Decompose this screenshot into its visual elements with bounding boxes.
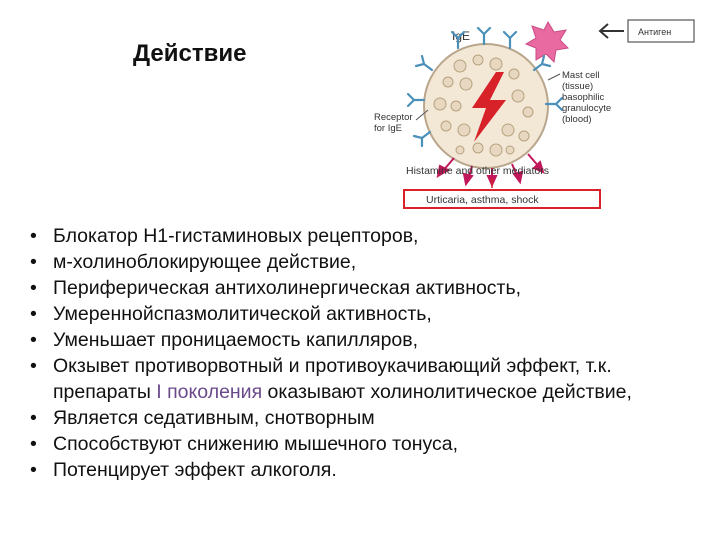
antigen-box bbox=[600, 20, 694, 42]
bullet-list bbox=[30, 223, 710, 483]
bullet-text: Окзывет противорвотный и противоукачивающий эффект, т.к. препараты bbox=[53, 355, 612, 403]
effects-label: Urticaria, asthma, shock bbox=[426, 194, 539, 206]
svg-text:for IgE: for IgE bbox=[374, 123, 402, 134]
svg-text:Mast cell: Mast cell bbox=[562, 70, 600, 81]
bullet-item: • Является седативным, снотворным bbox=[30, 405, 710, 431]
svg-text:Receptor: Receptor bbox=[374, 112, 413, 123]
bullet-item: • Периферическая антихолинергическая активность, bbox=[30, 275, 710, 301]
slide-title: Действие bbox=[133, 40, 247, 67]
bullet-item: • м-холиноблокирующее действие, bbox=[30, 249, 710, 275]
bullet-item: • Потенцирует эффект алкоголя. bbox=[30, 457, 710, 483]
svg-text:granulocyte: granulocyte bbox=[562, 103, 612, 114]
mast-cell-label bbox=[548, 70, 611, 125]
svg-text:basophilic: basophilic bbox=[562, 92, 605, 103]
mast-cell-body bbox=[424, 44, 548, 168]
antigen-icon bbox=[526, 22, 568, 62]
highlighted-term: I поколения bbox=[156, 381, 263, 403]
bullet-item: • Уменьшает проницаемость капилляров, bbox=[30, 327, 710, 353]
svg-text:(blood): (blood) bbox=[562, 114, 592, 125]
mediators-label: Histamine and other mediators bbox=[406, 165, 549, 177]
effects-box bbox=[404, 190, 600, 208]
antigen-label: Антиген bbox=[638, 27, 672, 37]
ige-label: IgE bbox=[452, 29, 471, 43]
bullet-item: • Способствуют снижению мышечного тонуса, bbox=[30, 431, 710, 457]
svg-text:(tissue): (tissue) bbox=[562, 81, 594, 92]
bullet-item bbox=[30, 353, 710, 405]
mast-cell-diagram bbox=[368, 8, 708, 220]
bullet-text: оказывают холинолитическое действие, bbox=[262, 381, 632, 403]
bullet-item: • Умереннойспазмолитической активность, bbox=[30, 301, 710, 327]
bullet-item: • Блокатор Н1-гистаминовых рецепторов, bbox=[30, 223, 710, 249]
receptor-label bbox=[374, 110, 428, 134]
